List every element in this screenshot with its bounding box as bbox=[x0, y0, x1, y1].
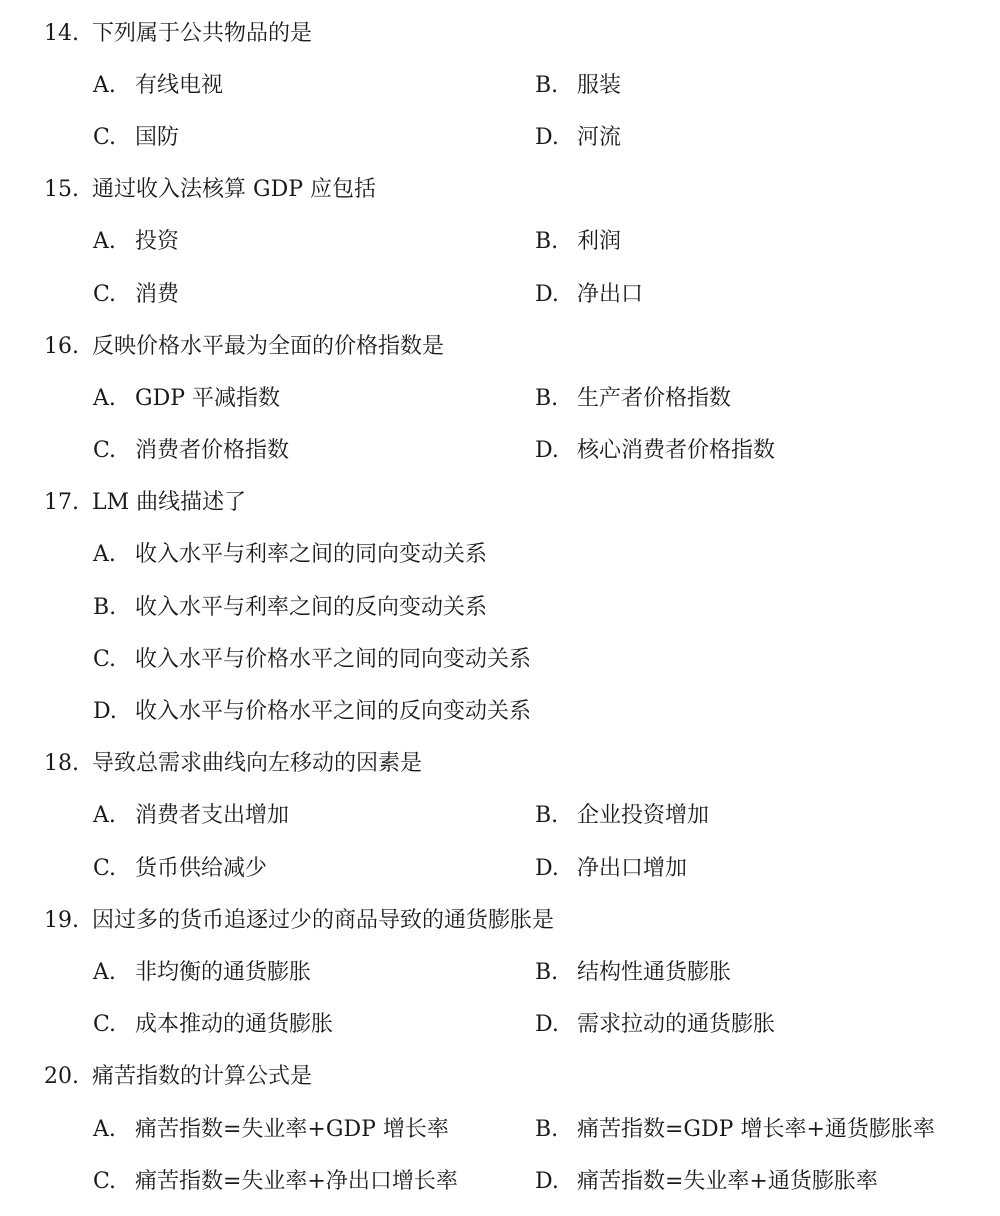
option-letter: A. bbox=[93, 803, 116, 828]
question-20 bbox=[44, 1062, 312, 1092]
option-text: 净出口增加 bbox=[577, 856, 688, 881]
option-15-b bbox=[535, 227, 621, 257]
option-text: 服装 bbox=[577, 73, 622, 98]
option-letter: C. bbox=[93, 125, 117, 150]
question-stem: 导致总需求曲线向左移动的因素是 bbox=[92, 751, 423, 776]
question-stem: 痛苦指数的计算公式是 bbox=[92, 1064, 313, 1089]
question-stem: 反映价格水平最为全面的价格指数是 bbox=[92, 334, 445, 359]
option-letter: A. bbox=[93, 73, 116, 98]
option-text: 国防 bbox=[135, 125, 180, 150]
option-letter: C. bbox=[93, 647, 117, 672]
option-14-a bbox=[93, 71, 223, 101]
option-16-a bbox=[93, 384, 280, 414]
option-18-c bbox=[93, 854, 267, 884]
option-18-b bbox=[535, 801, 709, 831]
option-text: 痛苦指数=失业率+净出口增长率 bbox=[135, 1169, 458, 1194]
option-letter: D. bbox=[535, 438, 559, 463]
question-stem: 因过多的货币追逐过少的商品导致的通货膨胀是 bbox=[92, 908, 555, 933]
option-14-d bbox=[535, 123, 621, 153]
option-text: GDP 平减指数 bbox=[135, 386, 281, 411]
option-19-b bbox=[535, 958, 731, 988]
option-letter: C. bbox=[93, 282, 117, 307]
option-20-b bbox=[535, 1115, 935, 1145]
option-19-c bbox=[93, 1010, 333, 1040]
question-number: 18. bbox=[44, 751, 79, 776]
question-17 bbox=[44, 488, 246, 518]
question-19 bbox=[44, 906, 554, 936]
option-15-a bbox=[93, 227, 179, 257]
question-14 bbox=[44, 19, 312, 49]
option-letter: B. bbox=[535, 960, 559, 985]
question-stem: 下列属于公共物品的是 bbox=[92, 21, 313, 46]
option-letter: D. bbox=[535, 1012, 559, 1037]
option-16-b bbox=[535, 384, 731, 414]
question-18 bbox=[44, 749, 422, 779]
option-text: 净出口 bbox=[577, 282, 644, 307]
option-17-d bbox=[93, 697, 531, 727]
option-letter: C. bbox=[93, 1169, 117, 1194]
option-letter: B. bbox=[93, 595, 117, 620]
option-letter: C. bbox=[93, 1012, 117, 1037]
option-text: 收入水平与价格水平之间的反向变动关系 bbox=[135, 699, 532, 724]
question-number: 16. bbox=[44, 334, 79, 359]
option-text: 河流 bbox=[577, 125, 622, 150]
question-number: 14. bbox=[44, 21, 79, 46]
option-text: 收入水平与利率之间的反向变动关系 bbox=[135, 595, 488, 620]
option-17-b bbox=[93, 593, 487, 623]
option-letter: A. bbox=[93, 960, 116, 985]
option-text: 成本推动的通货膨胀 bbox=[135, 1012, 334, 1037]
option-letter: D. bbox=[535, 125, 559, 150]
option-text: 企业投资增加 bbox=[577, 803, 710, 828]
option-19-d bbox=[535, 1010, 775, 1040]
option-text: 利润 bbox=[577, 229, 622, 254]
option-letter: A. bbox=[93, 229, 116, 254]
option-letter: A. bbox=[93, 386, 116, 411]
option-15-d bbox=[535, 280, 643, 310]
option-19-a bbox=[93, 958, 311, 988]
option-14-b bbox=[535, 71, 621, 101]
option-letter: B. bbox=[535, 1117, 559, 1142]
option-16-c bbox=[93, 436, 289, 466]
option-17-c bbox=[93, 645, 531, 675]
question-number: 15. bbox=[44, 177, 79, 202]
option-text: 生产者价格指数 bbox=[577, 386, 732, 411]
option-14-c bbox=[93, 123, 179, 153]
option-text: 消费者价格指数 bbox=[135, 438, 290, 463]
option-text: 投资 bbox=[135, 229, 180, 254]
option-18-d bbox=[535, 854, 687, 884]
option-15-c bbox=[93, 280, 179, 310]
option-letter: D. bbox=[535, 1169, 559, 1194]
question-number: 17. bbox=[44, 490, 79, 515]
option-text: 收入水平与利率之间的同向变动关系 bbox=[135, 542, 488, 567]
option-text: 痛苦指数=失业率+GDP 增长率 bbox=[135, 1117, 449, 1142]
option-letter: C. bbox=[93, 856, 117, 881]
option-letter: B. bbox=[535, 73, 559, 98]
question-stem: LM 曲线描述了 bbox=[92, 490, 247, 515]
option-letter: D. bbox=[535, 856, 559, 881]
question-15 bbox=[44, 175, 376, 205]
option-17-a bbox=[93, 540, 487, 570]
question-number: 19. bbox=[44, 908, 79, 933]
option-text: 消费 bbox=[135, 282, 180, 307]
option-text: 收入水平与价格水平之间的同向变动关系 bbox=[135, 647, 532, 672]
option-letter: D. bbox=[93, 699, 117, 724]
option-16-d bbox=[535, 436, 775, 466]
option-text: 消费者支出增加 bbox=[135, 803, 290, 828]
question-stem: 通过收入法核算 GDP 应包括 bbox=[92, 177, 377, 202]
option-text: 痛苦指数=GDP 增长率+通货膨胀率 bbox=[577, 1117, 935, 1142]
option-letter: C. bbox=[93, 438, 117, 463]
question-16 bbox=[44, 332, 444, 362]
option-text: 有线电视 bbox=[135, 73, 224, 98]
option-letter: B. bbox=[535, 386, 559, 411]
option-text: 核心消费者价格指数 bbox=[577, 438, 776, 463]
option-letter: D. bbox=[535, 282, 559, 307]
question-number: 20. bbox=[44, 1064, 79, 1089]
option-letter: A. bbox=[93, 542, 116, 567]
option-letter: B. bbox=[535, 803, 559, 828]
option-20-d bbox=[535, 1167, 878, 1197]
option-20-c bbox=[93, 1167, 458, 1197]
option-text: 需求拉动的通货膨胀 bbox=[577, 1012, 776, 1037]
option-text: 结构性通货膨胀 bbox=[577, 960, 732, 985]
option-18-a bbox=[93, 801, 289, 831]
option-letter: A. bbox=[93, 1117, 116, 1142]
option-letter: B. bbox=[535, 229, 559, 254]
option-text: 非均衡的通货膨胀 bbox=[135, 960, 312, 985]
option-20-a bbox=[93, 1115, 449, 1145]
option-text: 货币供给减少 bbox=[135, 856, 268, 881]
option-text: 痛苦指数=失业率+通货膨胀率 bbox=[577, 1169, 878, 1194]
